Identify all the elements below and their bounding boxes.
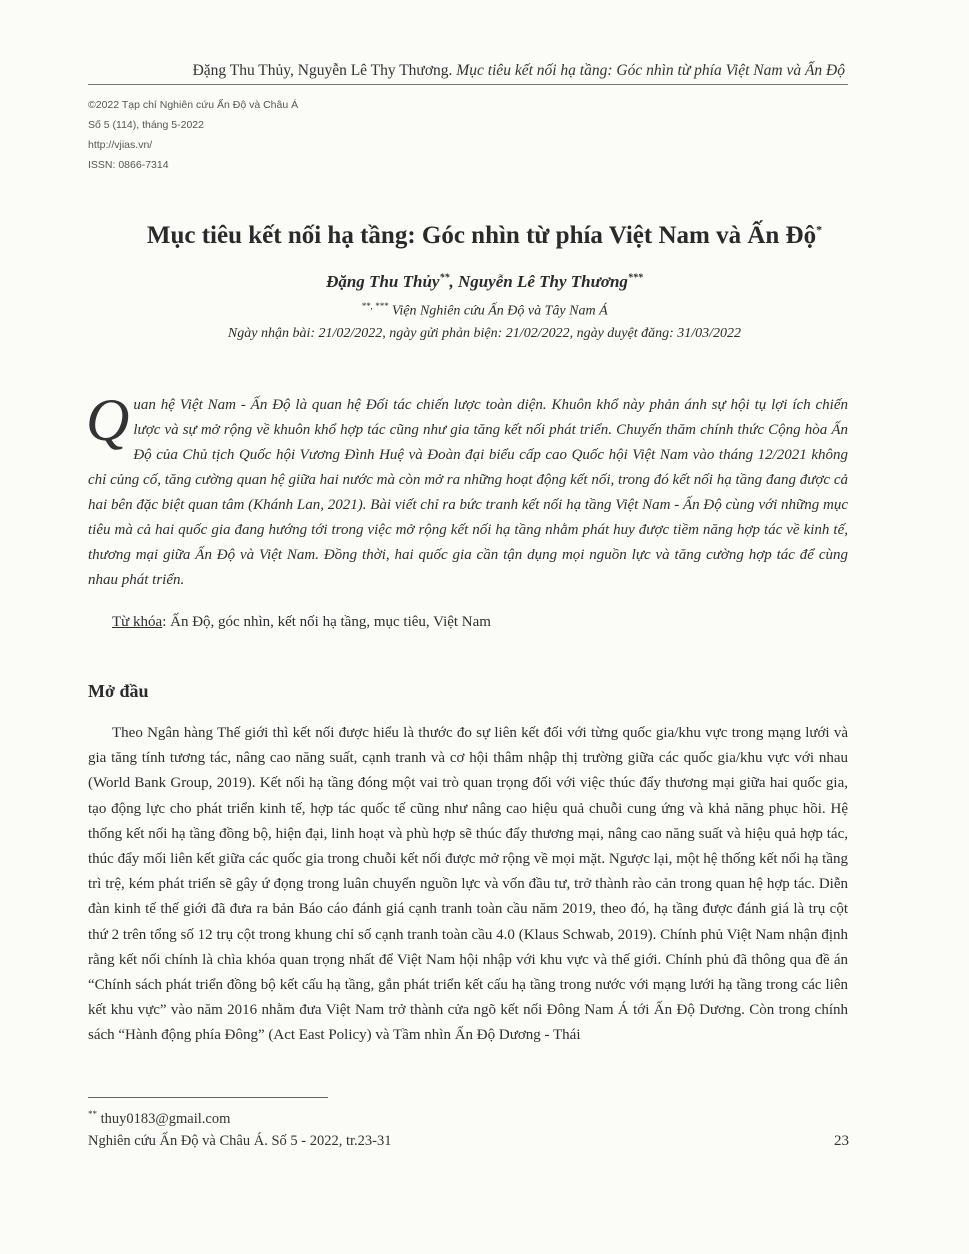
section-heading: Mở đầu xyxy=(88,681,149,701)
running-header-title: Mục tiêu kết nối hạ tầng: Góc nhìn từ phía Việt Nam và Ấn Độ xyxy=(456,62,845,79)
footnote-mark: ** xyxy=(88,1109,97,1119)
keywords-list: : Ấn Độ, góc nhìn, kết nối hạ tầng, mục tiêu, Việt Nam xyxy=(162,614,491,630)
journal-issn: ISSN: 0866-7314 xyxy=(88,159,169,171)
affiliation-marks: **, *** xyxy=(361,301,389,311)
author-footnote-mark: ** xyxy=(439,272,450,284)
journal-issue: Số 5 (114), tháng 5-2022 xyxy=(88,119,204,131)
author-name: Nguyễn Lê Thy Thương xyxy=(457,272,628,291)
title-footnote-mark: * xyxy=(816,222,823,237)
running-header-authors: Đặng Thu Thủy, Nguyễn Lê Thy Thương. xyxy=(192,62,453,79)
keywords-label: Từ khóa xyxy=(112,614,163,630)
journal-url[interactable]: http://vjias.vn/ xyxy=(88,139,153,151)
drop-cap: Q xyxy=(86,387,130,453)
header-divider xyxy=(88,84,848,85)
body-paragraph: Theo Ngân hàng Thế giới thì kết nối được hiểu là thước đo sự liên kết đối với từng quốc gia/khu vực trong mạng lưới và gia tăng tính tương tác, nâng cao năng suất, cạnh tranh và cơ hội thâm nhập thị trường giữa các quốc gia/khu vực với nhau (World Bank Group, 2019). Kết nối hạ tầng đóng một vai trò quan trọng đối với việc thúc đẩy thương mại giữa hai quốc gia, tạo động lực cho phát triển kinh tế, hợp tác quốc tế cũng như nâng cao hiệu quả chuỗi cung ứng và khả năng phục hồi. Hệ thống kết nối hạ tầng đồng bộ, hiện đại, linh hoạt và phù hợp sẽ thúc đẩy thương mại, nâng cao năng suất và hiệu quả hợp tác, thúc đẩy mối liên kết giữa các quốc gia trong chuỗi kết nối được mở rộng về mọi mặt. Ngược lại, một hệ thống kết nối hạ tầng trì trệ, kém phát triển sẽ gây ứ đọng trong luân chuyển nguồn lực và vốn đầu tư, trở thành rào cản trong quan hệ hợp tác. Diễn đàn kinh tế thế giới đã đưa ra bản Báo cáo đánh giá cạnh tranh toàn cầu năm 2019, theo đó, hạ tầng được đánh giá là trụ cột thứ 2 trên tổng số 12 trụ cột trong khung chỉ số cạnh tranh toàn cầu 4.0 (Klaus Schwab, 2019). Chính phủ Việt Nam nhận định rằng kết nối chính là chìa khóa quan trọng nhất để Việt Nam hội nhập với khu vực và thế giới. Chính phủ đã thông qua đề án “Chính sách phát triển đồng bộ kết cấu hạ tầng, gắn phát triển kết cấu hạ tầng trong nước với mạng lưới hạ tầng trong các liên kết khu vực” vào năm 2016 nhằm đưa Việt Nam trở thành cửa ngõ kết nối Đông Nam Á tới Ấn Độ Dương. Còn trong chính sách “Hành động phía Đông” (Act East Policy) và Tầm nhìn Ấn Độ Dương - Thái xyxy=(88,725,848,1044)
author-footnote-mark: *** xyxy=(627,272,643,284)
footer-citation: Nghiên cứu Ấn Độ và Châu Á. Số 5 - 2022, tr.23-31 xyxy=(88,1133,392,1149)
running-header xyxy=(193,62,845,80)
journal-info xyxy=(88,95,298,175)
author-affiliation xyxy=(0,301,969,320)
article-title-text: Mục tiêu kết nối hạ tầng: Góc nhìn từ phía Việt Nam và Ấn Độ xyxy=(146,222,817,249)
author-separator: , xyxy=(449,272,458,291)
journal-copyright: ©2022 Tạp chí Nghiên cứu Ấn Độ và Châu Á xyxy=(88,99,299,111)
article-title xyxy=(0,222,969,250)
page-number: 23 xyxy=(834,1133,849,1149)
footnote-divider xyxy=(88,1097,328,1098)
article-authors xyxy=(0,272,969,292)
abstract-text: uan hệ Việt Nam - Ấn Độ là quan hệ Đối tác chiến lược toàn diện. Khuôn khổ này phản ánh sự hội tụ lợi ích chiến lược và sự mở rộng về khuôn khổ hợp tác cũng như gia tăng kết nối phát triển. Chuyến thăm chính thức Cộng hòa Ấn Độ của Chủ tịch Quốc hội Vương Đình Huệ và Đoàn đại biểu cấp cao Quốc hội Việt Nam vào tháng 12/2021 không chỉ củng cố, tăng cường quan hệ giữa hai nước mà còn mở ra những hoạt động kết nối, trong đó kết nối hạ tầng đang được cả hai bên đặc biệt quan tâm (Khánh Lan, 2021). Bài viết chỉ ra bức tranh kết nối hạ tầng Việt Nam - Ấn Độ cùng với những mục tiêu mà cả hai quốc gia đang hướng tới trong việc mở rộng kết nối hạ tầng nhằm phát huy được tiềm năng hợp tác về kinh tế, thương mại giữa Ấn Độ và Việt Nam. Đồng thời, hai quốc gia cần tận dụng mọi nguồn lực và tăng cường hợp tác để cùng nhau phát triển. xyxy=(88,397,848,588)
submission-dates: Ngày nhận bài: 21/02/2022, ngày gửi phản biện: 21/02/2022, ngày duyệt đăng: 31/03/2022 xyxy=(227,326,742,341)
abstract xyxy=(86,387,848,593)
keywords xyxy=(112,614,852,631)
author-name: Đặng Thu Thủy xyxy=(326,272,440,291)
footnote xyxy=(88,1109,230,1128)
footnote-email[interactable]: thuy0183@gmail.com xyxy=(97,1110,231,1127)
affiliation-text: Viện Nghiên cứu Ấn Độ và Tây Nam Á xyxy=(388,303,608,319)
